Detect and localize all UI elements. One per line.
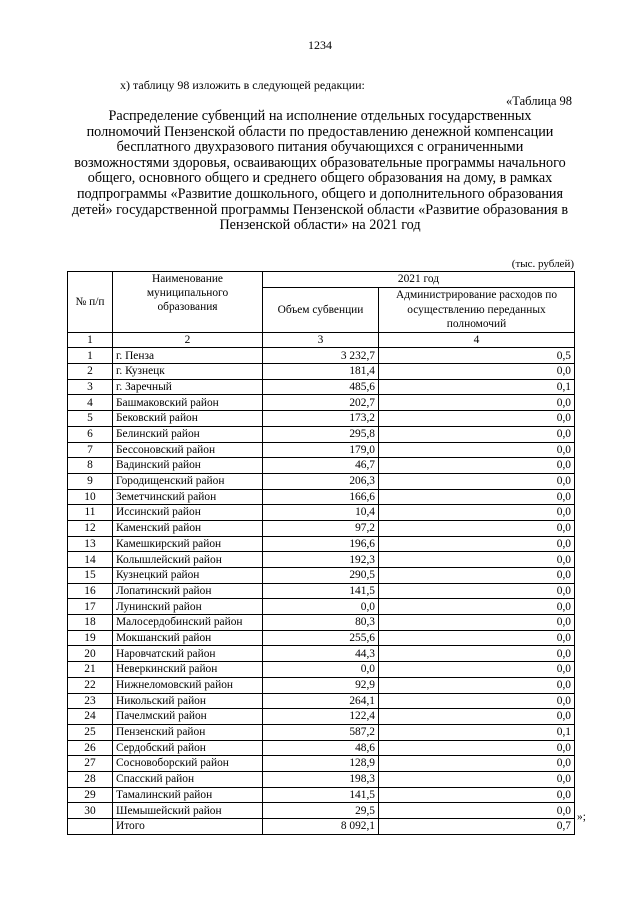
- row-volume: 10,4: [263, 505, 379, 521]
- row-municipality: Башмаковский район: [113, 395, 263, 411]
- row-volume: 206,3: [263, 473, 379, 489]
- table-row: [68, 536, 575, 552]
- row-volume: 92,9: [263, 677, 379, 693]
- row-volume: 166,6: [263, 489, 379, 505]
- row-volume: 97,2: [263, 520, 379, 536]
- row-municipality: Лопатинский район: [113, 583, 263, 599]
- row-admin: 0,0: [379, 787, 575, 803]
- table-row: [68, 787, 575, 803]
- row-volume: 196,6: [263, 536, 379, 552]
- row-admin: 0,0: [379, 583, 575, 599]
- row-municipality: Каменский район: [113, 520, 263, 536]
- table-title: Распределение субвенций на исполнение отдельных государственных полномочий Пензенской области по предоставлению денежной компенсации бесплатного двухразового питания обучающихся с ограниченными возможностями здоровья, осваивающих образовательные программы начального общего, основного общего и среднего общего образования на дому, в рамках подпрограммы «Развитие дошкольного, общего и дополнительного образования детей» государственной программы Пензенской области «Развитие образования в Пензенской области» на 2021 год: [71, 108, 569, 234]
- row-municipality: Иссинский район: [113, 505, 263, 521]
- row-volume: 181,4: [263, 364, 379, 380]
- row-municipality: Нижнеломовский район: [113, 677, 263, 693]
- row-number: 22: [68, 677, 113, 693]
- row-municipality: Сосновоборский район: [113, 756, 263, 772]
- row-municipality: Никольский район: [113, 693, 263, 709]
- row-volume: 202,7: [263, 395, 379, 411]
- header-volume: Объем субвенции: [263, 287, 379, 332]
- table-row: [68, 693, 575, 709]
- row-municipality: Тамалинский район: [113, 787, 263, 803]
- table-row: [68, 520, 575, 536]
- table-row: [68, 348, 575, 364]
- row-volume: 179,0: [263, 442, 379, 458]
- row-number: 27: [68, 756, 113, 772]
- table-row: [68, 677, 575, 693]
- row-municipality: г. Пенза: [113, 348, 263, 364]
- row-admin: 0,0: [379, 803, 575, 819]
- table-row: [68, 395, 575, 411]
- row-volume: 44,3: [263, 646, 379, 662]
- row-municipality: Камешкирский район: [113, 536, 263, 552]
- table-row: [68, 364, 575, 380]
- col-number-1: 1: [68, 332, 113, 348]
- closing-mark: »;: [577, 811, 586, 823]
- row-municipality: Белинский район: [113, 426, 263, 442]
- row-municipality: Наровчатский район: [113, 646, 263, 662]
- row-number: 12: [68, 520, 113, 536]
- table-row: [68, 583, 575, 599]
- table-row: [68, 411, 575, 427]
- row-volume: 0,0: [263, 599, 379, 615]
- row-volume: 264,1: [263, 693, 379, 709]
- row-number: 17: [68, 599, 113, 615]
- row-admin: 0,0: [379, 615, 575, 631]
- row-municipality: Пензенский район: [113, 724, 263, 740]
- header-name: Наименование муниципального образования: [113, 272, 263, 333]
- table-row: [68, 771, 575, 787]
- row-volume: 3 232,7: [263, 348, 379, 364]
- row-admin: 0,0: [379, 709, 575, 725]
- row-admin: 0,0: [379, 693, 575, 709]
- table-row: [68, 756, 575, 772]
- table-row: [68, 709, 575, 725]
- row-volume: 128,9: [263, 756, 379, 772]
- row-number: 18: [68, 615, 113, 631]
- row-admin: 0,0: [379, 489, 575, 505]
- row-number: 2: [68, 364, 113, 380]
- table-row: [68, 426, 575, 442]
- row-municipality: г. Кузнецк: [113, 364, 263, 380]
- row-admin: 0,0: [379, 458, 575, 474]
- header-admin: Администрирование расходов по осуществлению переданных полномочий: [379, 287, 575, 332]
- row-volume: 0,0: [263, 662, 379, 678]
- row-admin: 0,0: [379, 771, 575, 787]
- table-row: [68, 505, 575, 521]
- row-municipality: Малосердобинский район: [113, 615, 263, 631]
- row-number: 13: [68, 536, 113, 552]
- table-row: [68, 630, 575, 646]
- row-volume: 290,5: [263, 568, 379, 584]
- col-number-2: 2: [113, 332, 263, 348]
- row-volume: 192,3: [263, 552, 379, 568]
- table-row: [68, 803, 575, 819]
- row-municipality: Спасский район: [113, 771, 263, 787]
- row-number: 4: [68, 395, 113, 411]
- row-admin: 0,0: [379, 568, 575, 584]
- row-admin: 0,0: [379, 740, 575, 756]
- row-admin: 0,0: [379, 520, 575, 536]
- row-number: 25: [68, 724, 113, 740]
- row-admin: 0,1: [379, 379, 575, 395]
- row-number: 28: [68, 771, 113, 787]
- row-admin: 0,0: [379, 677, 575, 693]
- row-admin: 0,0: [379, 552, 575, 568]
- row-number: 9: [68, 473, 113, 489]
- row-municipality: Мокшанский район: [113, 630, 263, 646]
- row-volume: 485,6: [263, 379, 379, 395]
- row-admin: 0,0: [379, 442, 575, 458]
- row-municipality: Колышлейский район: [113, 552, 263, 568]
- row-number: 15: [68, 568, 113, 584]
- row-admin: 0,0: [379, 426, 575, 442]
- row-number: 3: [68, 379, 113, 395]
- row-number: 21: [68, 662, 113, 678]
- row-municipality: Пачелмский район: [113, 709, 263, 725]
- row-volume: 122,4: [263, 709, 379, 725]
- row-number: 10: [68, 489, 113, 505]
- table-row: [68, 662, 575, 678]
- table-row: [68, 442, 575, 458]
- row-number: 14: [68, 552, 113, 568]
- row-volume: 29,5: [263, 803, 379, 819]
- table-reference: «Таблица 98: [506, 94, 572, 108]
- row-admin: 0,0: [379, 756, 575, 772]
- row-number: 11: [68, 505, 113, 521]
- row-volume: 198,3: [263, 771, 379, 787]
- row-number: 8: [68, 458, 113, 474]
- col-number-3: 3: [263, 332, 379, 348]
- row-volume: 46,7: [263, 458, 379, 474]
- table-row: [68, 473, 575, 489]
- col-number-4: 4: [379, 332, 575, 348]
- row-volume: 141,5: [263, 787, 379, 803]
- table-row: [68, 458, 575, 474]
- row-municipality: Неверкинский район: [113, 662, 263, 678]
- table-row: [68, 724, 575, 740]
- row-number: 26: [68, 740, 113, 756]
- table-row: [68, 489, 575, 505]
- row-municipality: Земетчинский район: [113, 489, 263, 505]
- intro-text: х) таблицу 98 изложить в следующей редакции:: [120, 78, 365, 92]
- total-num: [68, 819, 113, 835]
- row-number: 23: [68, 693, 113, 709]
- table-row: [68, 740, 575, 756]
- row-admin: 0,0: [379, 599, 575, 615]
- subvention-table: [67, 271, 575, 835]
- row-municipality: Городищенский район: [113, 473, 263, 489]
- row-municipality: Бековский район: [113, 411, 263, 427]
- row-number: 20: [68, 646, 113, 662]
- row-admin: 0,0: [379, 411, 575, 427]
- header-year: 2021 год: [263, 272, 575, 288]
- total-label: Итого: [113, 819, 263, 835]
- row-admin: 0,0: [379, 536, 575, 552]
- table-row: [68, 568, 575, 584]
- row-municipality: Кузнецкий район: [113, 568, 263, 584]
- row-admin: 0,0: [379, 630, 575, 646]
- row-volume: 255,6: [263, 630, 379, 646]
- table-row: [68, 552, 575, 568]
- row-number: 7: [68, 442, 113, 458]
- total-row: [68, 819, 575, 835]
- table-row: [68, 599, 575, 615]
- row-admin: 0,0: [379, 473, 575, 489]
- row-municipality: г. Заречный: [113, 379, 263, 395]
- units-label: (тыс. рублей): [511, 258, 574, 270]
- row-number: 1: [68, 348, 113, 364]
- page-number: 1234: [308, 38, 332, 52]
- row-number: 30: [68, 803, 113, 819]
- row-volume: 587,2: [263, 724, 379, 740]
- row-admin: 0,0: [379, 395, 575, 411]
- row-admin: 0,0: [379, 646, 575, 662]
- row-number: 5: [68, 411, 113, 427]
- row-municipality: Вадинский район: [113, 458, 263, 474]
- row-volume: 141,5: [263, 583, 379, 599]
- row-municipality: Сердобский район: [113, 740, 263, 756]
- row-admin: 0,5: [379, 348, 575, 364]
- row-number: 6: [68, 426, 113, 442]
- row-admin: 0,0: [379, 364, 575, 380]
- row-municipality: Шемышейский район: [113, 803, 263, 819]
- table-row: [68, 646, 575, 662]
- total-volume: 8 092,1: [263, 819, 379, 835]
- row-number: 29: [68, 787, 113, 803]
- row-volume: 173,2: [263, 411, 379, 427]
- table-body: [68, 348, 575, 819]
- row-admin: 0,0: [379, 662, 575, 678]
- row-number: 24: [68, 709, 113, 725]
- row-number: 16: [68, 583, 113, 599]
- total-admin: 0,7: [379, 819, 575, 835]
- row-volume: 48,6: [263, 740, 379, 756]
- row-volume: 80,3: [263, 615, 379, 631]
- row-municipality: Лунинский район: [113, 599, 263, 615]
- header-num: № п/п: [68, 272, 113, 333]
- table-row: [68, 379, 575, 395]
- table-row: [68, 615, 575, 631]
- row-admin: 0,1: [379, 724, 575, 740]
- row-admin: 0,0: [379, 505, 575, 521]
- row-volume: 295,8: [263, 426, 379, 442]
- row-number: 19: [68, 630, 113, 646]
- row-municipality: Бессоновский район: [113, 442, 263, 458]
